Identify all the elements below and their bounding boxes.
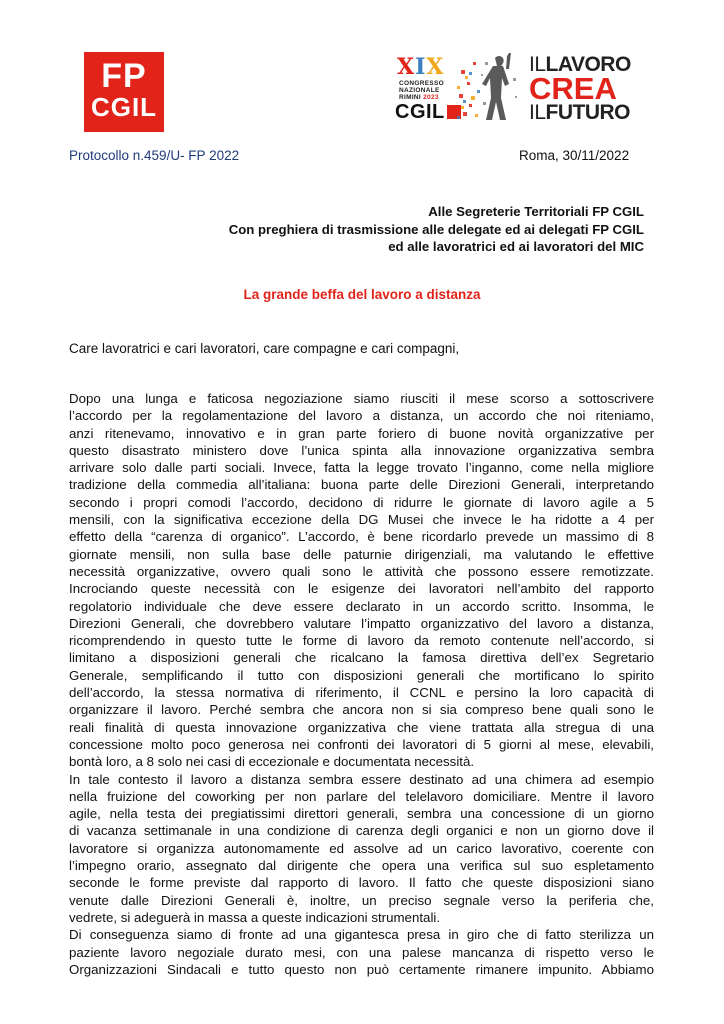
body-line: effetto della “carenza di organico”. L’accordo, è bene ricordarlo prevede un massimo di 8 — [69, 529, 654, 545]
logo-cgil-text: CGIL — [90, 92, 158, 122]
body-line: Di conseguenza siamo di fronte ad una gigantesca presa in giro che di fatto sterilizza un — [69, 927, 654, 943]
body-line: mensili, con la significativa eccezione della DG Musei che invece le ha ridotte a 4 per — [69, 512, 654, 528]
body-line: bontà loro, a 8 solo nei casi di eccezionale e documentata necessità. — [69, 754, 475, 770]
body-line: necessità organizzative, ovvero quali sono le attività che possono essere remotizzate. — [69, 563, 654, 579]
fp-cgil-logo — [84, 52, 164, 132]
slogan-line1: ILLAVORO — [529, 53, 631, 76]
recipients-block — [229, 203, 644, 256]
body-line: paziente lavoro negoziale durato mesi, con una palese mancanza di rispetto verso le — [69, 944, 654, 960]
body-line: tradizione della commedia all’italiana: buona parte delle Direzioni Generali, interpretando — [69, 477, 654, 493]
body-line: l’impegno orario, assegnato dal dirigente che opera una verifica sul suo espletamento — [69, 858, 654, 874]
body-line: Organizzazioni Sindacali e tutto questo non può certamente rimanere impunito. Abbiamo — [69, 961, 654, 977]
recipient-line: Con preghiera di trasmissione alle delegate ed ai delegati FP CGIL — [228, 221, 644, 237]
body-line: questo disastrato ministero dove l’unica spinta alla innovazione organizzativa sembra — [69, 442, 654, 458]
body-line: anzi ritenevamo, innovativo e in gran parte foriero di buone novità organizzative per — [69, 425, 654, 441]
congress-line1: CONGRESSO — [399, 80, 444, 87]
body-line: arrivare solo dalle parti sociali. Invece, fatta la legge trovato l’inganno, come nella migliore — [69, 460, 654, 476]
letter-date: Roma, 30/11/2022 — [519, 148, 630, 163]
congress-line3: RIMINI 2023 — [399, 94, 439, 101]
body-line: seconde le forme previste dal rapporto di lavoro. Il fatto che queste disposizioni siano — [69, 875, 654, 891]
body-line: Generale, semplificando il tutto con disposizioni generali che mortificano lo spirito — [69, 667, 654, 683]
body-line: agile, nella testa dei pregiatissimi direttori generali, sembra una concessione di un giorno — [69, 806, 654, 822]
congress-logo — [393, 52, 643, 126]
body-line: regolatorio individuale che deve essere declarato in un accordo scritto. Insomma, le — [69, 598, 654, 614]
body-line: Direzioni Generali, che dovrebbero valutare l’impatto organizzativo del lavoro a distanza, — [69, 615, 654, 631]
congress-numeral: XIX — [397, 54, 445, 80]
recipient-line: ed alle lavoratrici ed ai lavoratori del MIC — [388, 239, 644, 254]
body-line: limitano a disposizioni generali che ricalcano la famosa direttiva dell’ex Segretario — [69, 650, 654, 666]
body-line: In tale contesto il lavoro a distanza sembra essere destinato ad una chimera ad esempio — [69, 771, 654, 787]
body-line: dell’accordo, la stessa normativa di riferimento, il CCNL e persino la loro capacità di — [69, 685, 654, 701]
body-line: concessione molto poco generosa nei confronti dei lavoratori di 5 giorni al mese, elevabili, — [69, 736, 654, 752]
body-line: l’accordo per la regolamentazione del lavoro a distanza, un accordo che noi riteniamo, — [69, 408, 654, 424]
body-line: organizzare il lavoro. Perché sembra che ancora non si sia compreso bene quali sono le — [69, 702, 654, 718]
body-line: ricomprendendo in questo tutte le forme di lavoro da remoto contenute nell’accordo, si — [69, 633, 654, 649]
protocol-number: Protocollo n.459/U- FP 2022 — [69, 148, 240, 163]
body-line: lavoratore si organizza autonomamente ed assolve ad un carico lavorativo, coerente con — [69, 840, 654, 856]
slogan-line3: ILFUTURO — [529, 101, 631, 124]
greeting: Care lavoratrici e cari lavoratori, care compagne e cari compagni, — [69, 341, 460, 356]
letter-title: La grande beffa del lavoro a distanza — [243, 287, 481, 302]
body-line: venute dalle Direzioni Generali è, inoltre, un preciso segnale verso la periferia che, — [69, 892, 654, 908]
congress-org: CGIL — [395, 101, 461, 124]
body-line: Dopo una lunga e faticosa negoziazione siamo riusciti il mese scorso a sottoscrivere — [69, 391, 654, 406]
statue-illustration-icon — [455, 52, 525, 126]
letter-body — [69, 390, 654, 978]
body-line: giornate mensili, non sulla base delle paturnie dirigenziali, ma valutando le effettive — [69, 546, 654, 562]
recipient-line: Alle Segreterie Territoriali FP CGIL — [428, 204, 644, 219]
body-line: reali finalità di questa innovazione organizzativa che viene trattata alla stregua di una — [69, 719, 654, 735]
congress-line2: NAZIONALE — [399, 87, 440, 94]
body-line: nella fruizione del coworking per non parlare del telelavoro domiciliare. Mentre il lavoro — [69, 788, 654, 804]
body-line: secondo i propri comodi l’accordo, decidono di ridurre le giornate di lavoro agile a 5 — [69, 494, 654, 510]
slogan-line2: CREA — [529, 71, 617, 106]
body-line: di vacanza settimanale in una condizione di carenza degli organici e non un giorno dove il — [69, 823, 654, 839]
body-line: Incrociando queste necessità con le esigenze dei lavoratori nell’ambito del rapporto — [69, 581, 654, 597]
body-line: vedrete, si adeguerà in massa a queste indicazioni strumentali. — [69, 909, 441, 925]
logo-fp-text: FP — [101, 57, 147, 95]
